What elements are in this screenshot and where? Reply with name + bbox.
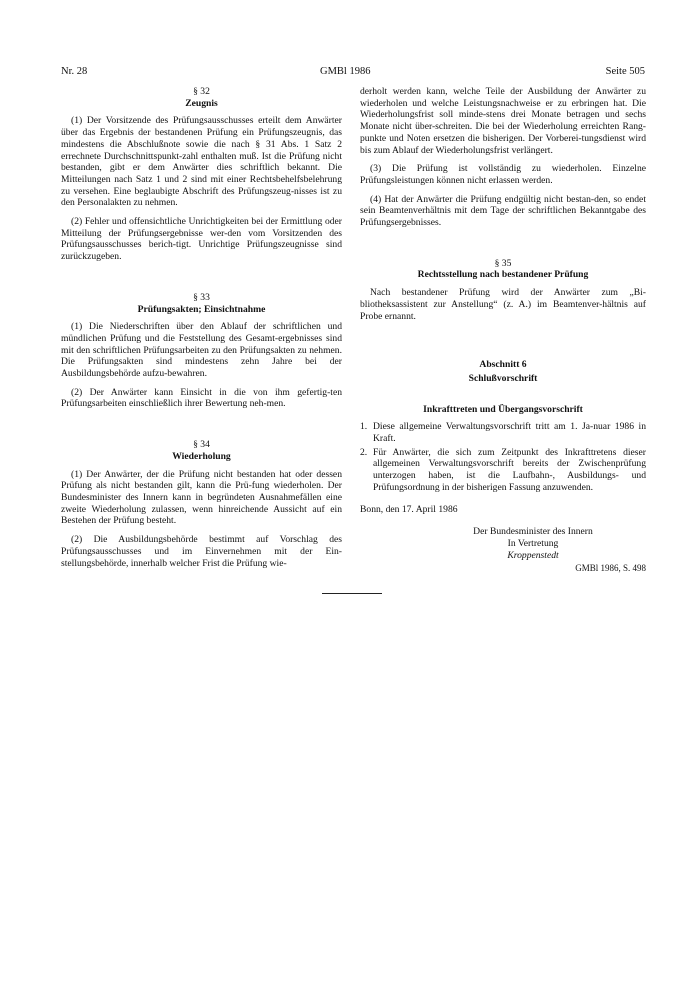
spacer: [360, 236, 646, 258]
section-title: Wiederholung: [172, 450, 231, 462]
abschnitt-heading: [360, 359, 646, 384]
section-number: § 34: [193, 439, 210, 451]
signatory-capacity: In Vertretung: [507, 537, 559, 549]
paragraph: (2) Fehler und offensichtliche Unrichtigkeiten bei der Ermittlung oder Mitteilung der Prüfungsergebnisse wer-den vom Vorsitzenden des Prüfungsausschusses berich-tigt. Unrichtige Prüfungszeugnisse sind zurückzugeben.: [61, 216, 342, 263]
list-item: [360, 447, 646, 494]
signatory-office: Der Bundesminister des Innern: [473, 526, 593, 538]
chapter-label: Abschnitt 6: [479, 359, 527, 371]
place-date: Bonn, den 17. April 1986: [360, 503, 458, 515]
left-column: [61, 86, 342, 576]
section-35: [360, 258, 646, 323]
section-title: Rechtsstellung nach bestandener Prüfung: [417, 269, 589, 281]
section-34: [61, 439, 342, 569]
section-number: § 32: [193, 86, 210, 97]
spacer: [360, 329, 646, 359]
section-title: Zeugnis: [185, 97, 218, 109]
paragraph: (4) Hat der Anwärter die Prüfung endgültig nicht bestan-den, so endet sein Beamtenverhältnis mit dem Tage der schriftlichen Bekanntgabe des Prüfungsergebnisses.: [360, 193, 646, 229]
list-number: 2.: [360, 446, 368, 458]
section-number: § 33: [193, 291, 210, 303]
inkrafttreten-section: [360, 404, 646, 494]
list-number: 1.: [360, 421, 368, 433]
list-text: Diese allgemeine Verwaltungsvorschrift tritt am 1. Ja-nuar 1986 in Kraft.: [373, 421, 646, 445]
section-number: § 35: [494, 257, 512, 269]
section-32: [61, 86, 342, 263]
page-number: Seite 505: [605, 66, 645, 77]
section-title: Inkrafttreten und Übergangsvorschrift: [423, 403, 583, 415]
section-title: Prüfungsakten; Einsichtnahme: [137, 303, 266, 315]
paragraph: (2) Der Anwärter kann Einsicht in die von ihm gefertig-ten Prüfungsarbeiten einschließlich ihrer Bewertung neh-men.: [61, 386, 342, 410]
paragraph: (2) Die Ausbildungsbehörde bestimmt auf Vorschlag des Prüfungsausschusses und im Einvernehmen mit der Ein-stellungsbehörde, innerhalb welcher Frist die Prüfung wie-: [61, 534, 342, 569]
list-item: [360, 421, 646, 444]
paragraph: (1) Der Anwärter, der die Prüfung nicht bestanden hat oder dessen Prüfung als nicht bestanden gilt, kann die Prü-fung wiederholen. Der Bundesminister des Innern kann in begründeten Ausnahmefällen eine zweite Wiederholung zulassen, wenn hinreichende Aussicht auf ein Bestehen der Prüfung besteht.: [61, 468, 342, 527]
right-column: [360, 86, 646, 575]
spacer: [360, 391, 646, 404]
paragraph: (1) Die Niederschriften über den Ablauf der schriftlichen und mündlichen Prüfung und die Feststellung des Gesamt-ergebnisses sind mit den schriftlichen Prüfungsarbeiten zu den Prüfungsakten zu nehmen. Die Prüfungsakten sind mindestens zehn Jahre bei der Ausbildungsbehörde aufzu-bewahren.: [61, 321, 342, 380]
section-33: [61, 292, 342, 410]
issue-number: Nr. 28: [61, 66, 88, 77]
spacer: [61, 417, 342, 439]
publication-reference: GMBl 1986, S. 498: [575, 563, 646, 574]
paragraph: Nach bestandener Prüfung wird der Anwärter zum „Bi-bliotheksassistent zur Anstellung“ (z. A.) im Beamtenver-hältnis auf Probe ernannt.: [360, 287, 646, 322]
chapter-title: Schlußvorschrift: [468, 372, 538, 384]
paragraph-continuation: derholt werden kann, welche Teile der Ausbildung der Anwärter zu wiederholen und welche Leistungsnachweise er zu erbringen hat. Die Wiederholungsfrist soll minde-stens drei Monate betragen und sechs Monate nicht über-schreiten. Die bei der Wiederholung erreichten Rang-punkte und Noten ersetzen die bisherigen. Der Vorberei-tungsdienst wird bis zum Ablauf der Wiederholungsfrist verlängert.: [360, 86, 646, 156]
provision-list: [360, 421, 646, 493]
paragraph: (3) Die Prüfung ist vollständig zu wiederholen. Einzelne Prüfungsleistungen können nicht erlassen werden.: [360, 163, 646, 186]
spacer: [61, 270, 342, 292]
journal-name: GMBl 1986: [320, 66, 371, 77]
end-divider: [322, 593, 382, 594]
signature-block: [420, 526, 646, 561]
list-text: Für Anwärter, die sich zum Zeitpunkt des Inkrafttretens dieser allgemeinen Verwaltungsvorschrift bereits der Zwischenprüfung unterzogen haben, ist die Laufbahn-, Ausbildungs- und Prüfungsordnung in der bisherigen Fassung anzuwenden.: [373, 446, 646, 493]
paragraph: (1) Der Vorsitzende des Prüfungsausschusses erteilt dem Anwärter über das Ergebnis der bestandenen Prüfung ein Prüfungszeugnis, das mindestens die Abschlußnote sowie die nach § 31 Abs. 1 Satz 2 errechnete Durchschnittspunkt-zahl enthalten muß. Ist die Prüfung nicht bestanden, gibt er dem Anwärter dies schriftlich bekannt. Die Mitteilungen nach Satz 1 und 2 sind mit einer Rechtsbehelfsbelehrung zu versehen. Eine beglaubigte Abschrift des Prüfungszeug-nisses ist zu den Personalakten zu nehmen.: [61, 115, 342, 209]
signatory-name: Kroppenstedt: [507, 549, 559, 561]
